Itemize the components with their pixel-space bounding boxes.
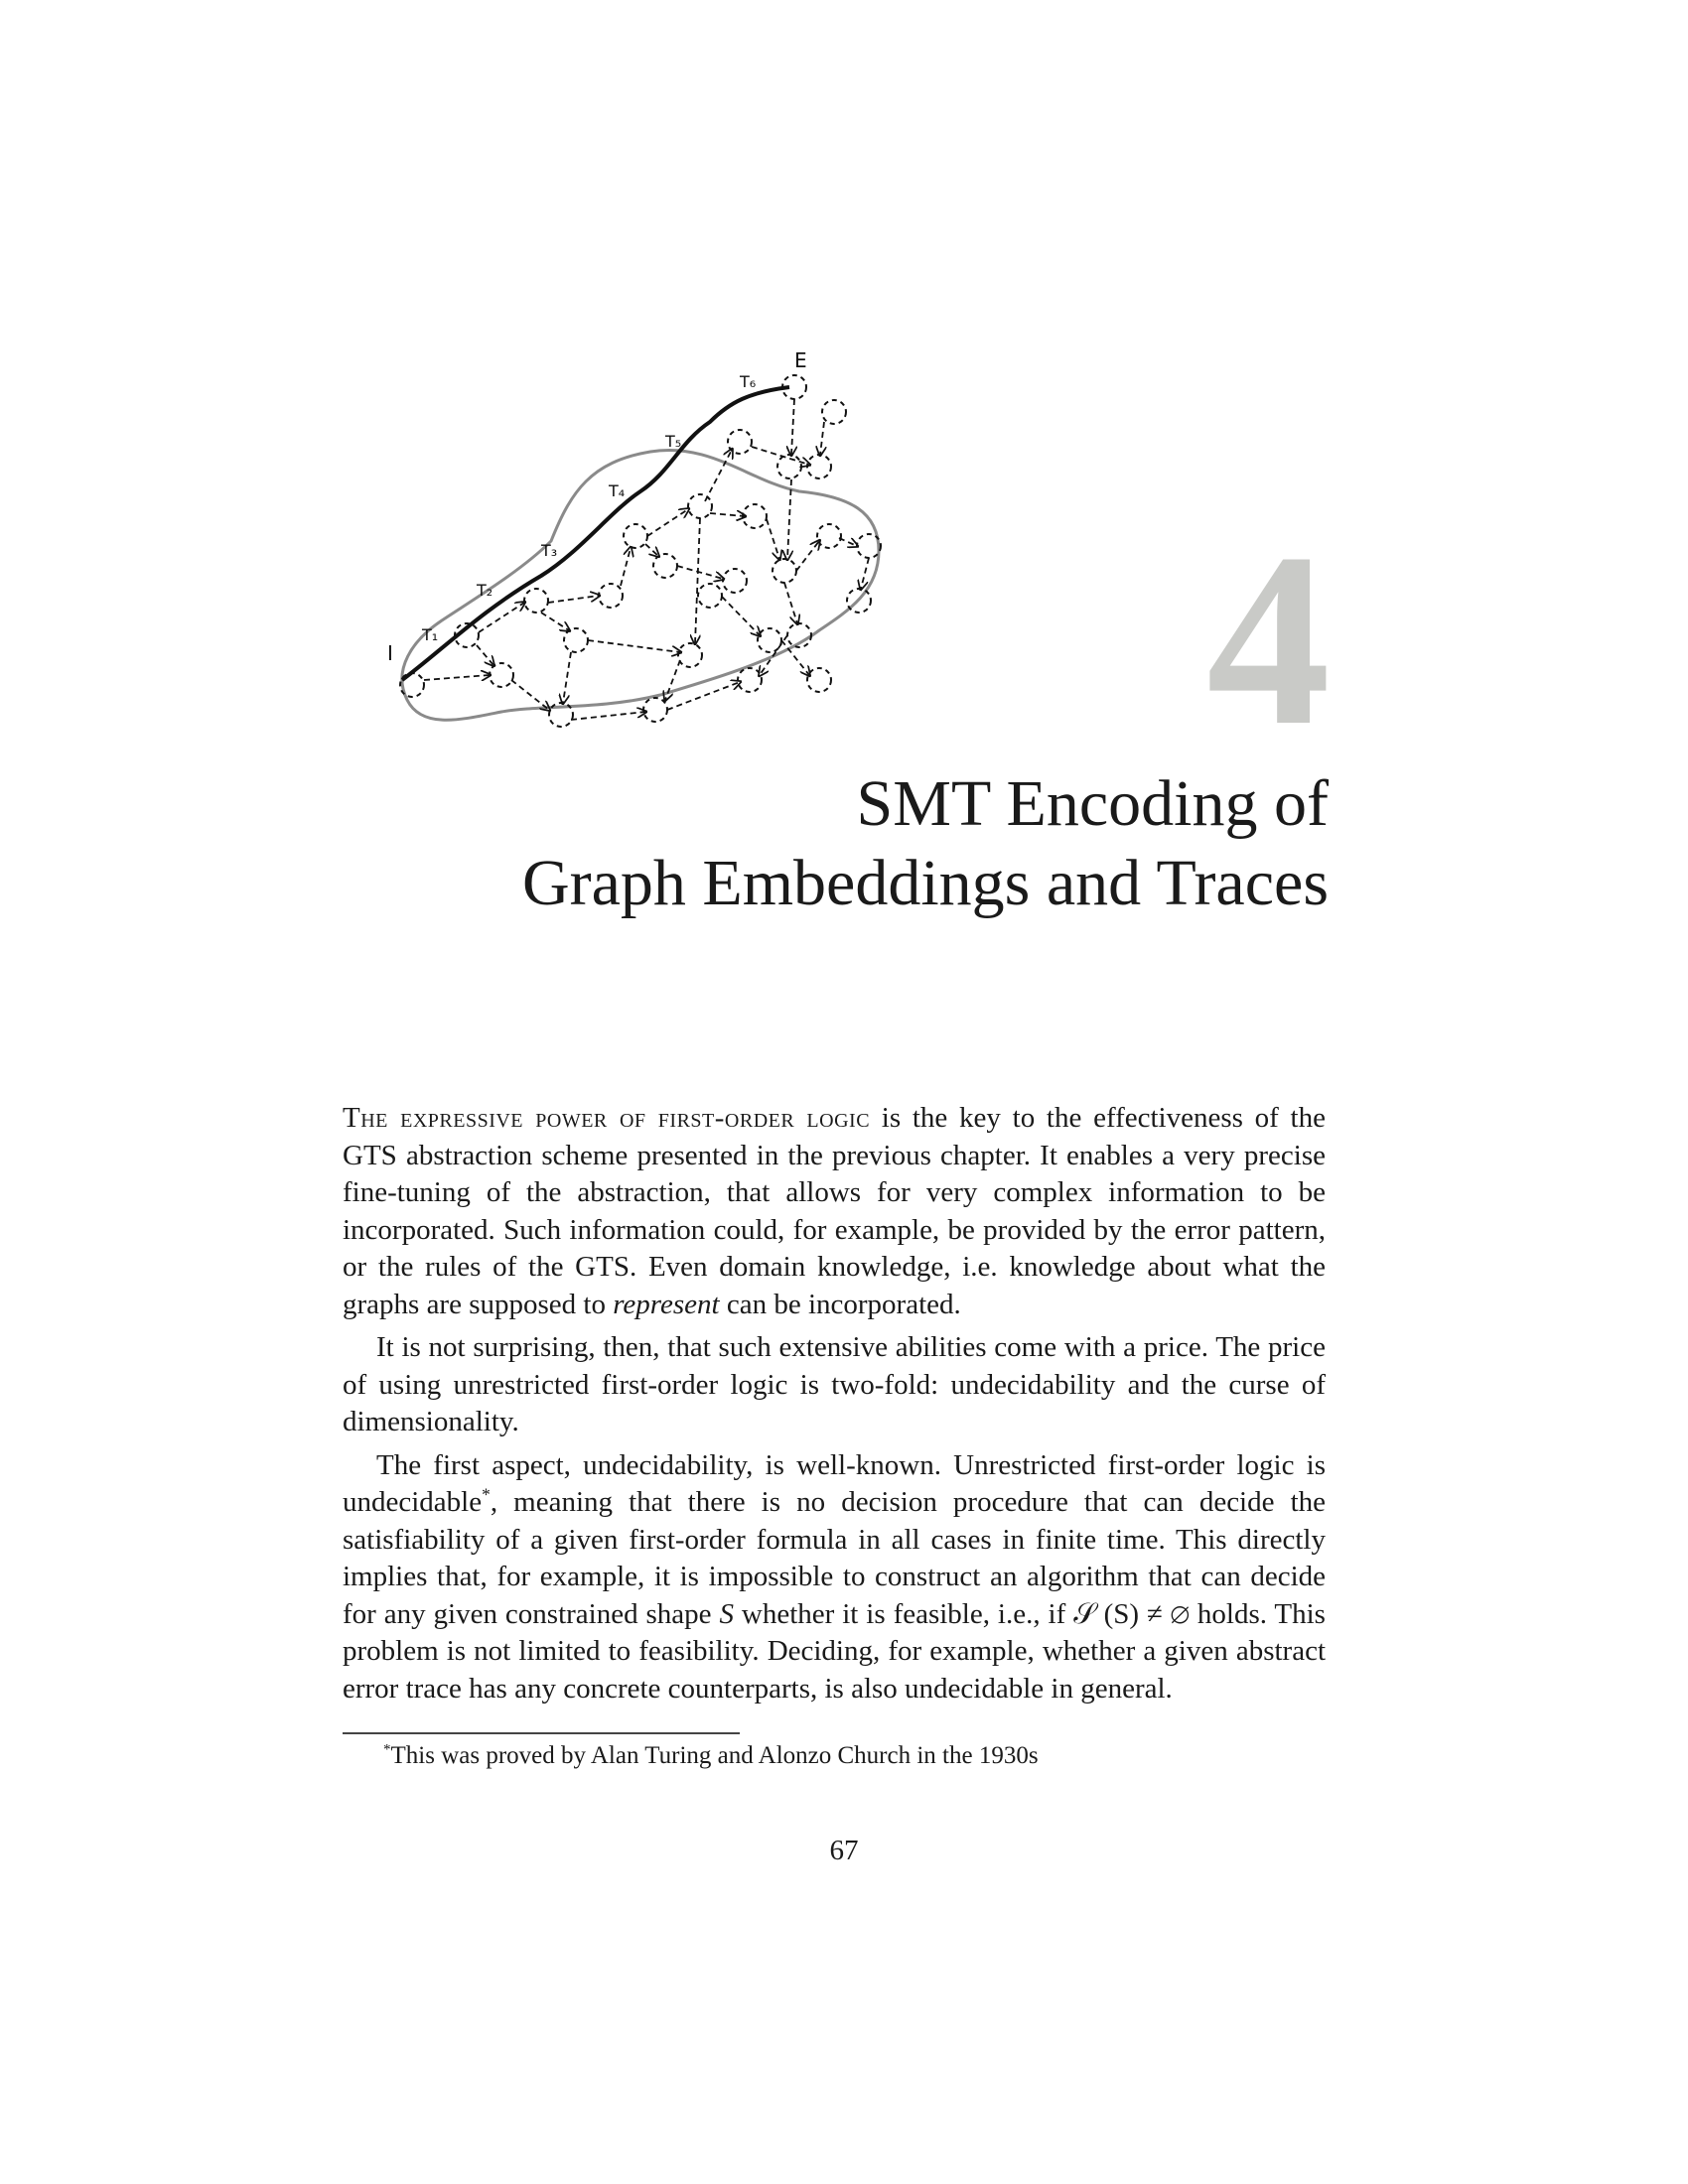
chapter-illustration [382,342,928,759]
paragraph-3 [343,1447,1326,1708]
paragraph-1 [343,1100,1326,1323]
body-text [343,1100,1326,1713]
math-feasibility-expression: 𝒮 (S) ≠ ∅ [1073,1597,1190,1630]
label-t4: T₄ [609,481,626,500]
chapter-title [522,764,1329,923]
label-initial: I [387,641,393,665]
emphasis-represent: represent [613,1288,720,1320]
label-t2: T₂ [477,581,493,600]
paragraph-lead-in: The expressive power of first-order logic [343,1102,871,1134]
paragraph-3-text-d: holds. This problem is not limited to feasibility. Deciding, for example, whether a given abstract error trace has any concrete counterparts, is also undecidable in general. [343,1597,1326,1705]
chapter-title-line-2: Graph Embeddings and Traces [521,847,1329,919]
paragraph-3-text-b: , meaning that there is no decision procedure that can decide the satisfiability of a given first-order formula in all cases in finite time. This directly implies that, for example, it is impossible to construct an algorithm that can decide for any given constrained shape [343,1486,1326,1630]
page-number: 67 [829,1835,859,1866]
footnote-reference[interactable]: * [482,1484,491,1505]
footnote-mark: * [383,1741,391,1758]
chapter-number: 4 [1206,502,1331,777]
math-shape-s: S [719,1597,734,1630]
paragraph-3-text-c: whether it is feasible, i.e., if [733,1597,1074,1630]
paragraph-2: It is not surprising, then, that such extensive abilities come with a price. The price of using unrestricted first-order logic is two-fold: undecidability and the curse of dimensionality. [343,1331,1326,1437]
footnote-text: This was proved by Alan Turing and Alonzo Church in the 1930s [390,1742,1039,1769]
label-error: E [794,348,807,372]
label-t6: T₆ [740,372,757,391]
footnote-rule [343,1732,740,1734]
label-t1: T₁ [422,625,439,644]
footnote [383,1740,1277,1772]
label-t3: T₃ [541,541,558,560]
label-t5: T₅ [665,432,682,451]
paragraph-1-text-a: is the key to the effectiveness of the GTS abstraction scheme presented in the previous chapter. It enables a very precise fine-tuning of the abstraction, that allows for very complex information to be incorporated. Such information could, for example, be provided by the error pattern, or the rules of the GTS. Even domain knowledge, i.e. knowledge about what the graphs are supposed to [343,1102,1326,1320]
paragraph-1-text-b: can be incorporated. [719,1288,961,1320]
chapter-title-line-1: SMT Encoding of [856,767,1329,840]
paragraph-3-text-a: The first aspect, undecidability, is well-known. Unrestricted first-order logic is undecidable [343,1448,1326,1518]
